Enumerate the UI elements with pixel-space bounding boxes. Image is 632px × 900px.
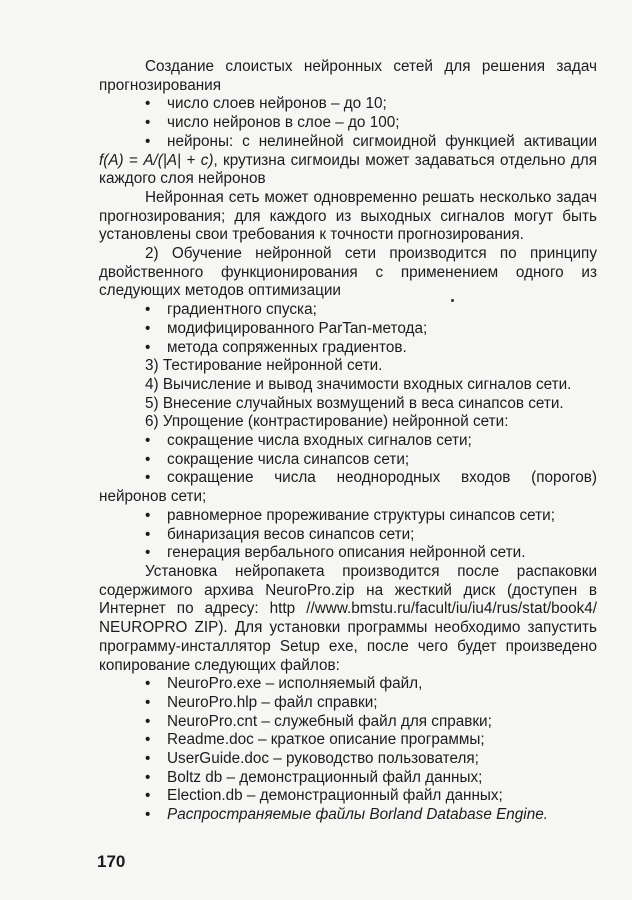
list-item: • число слоев нейронов – до 10;	[145, 95, 387, 113]
list-item: • Распространяемые файлы Borland Database Engine.	[145, 806, 548, 824]
bullet-icon: •	[145, 525, 151, 543]
list-item: • сокращение числа синапсов сети;	[145, 450, 410, 468]
step-5: 5) Внесение случайных возмущений в веса синапсов сети.	[145, 394, 564, 412]
bullet-icon: •	[145, 806, 151, 824]
list-item: • градиентного спуска;	[145, 301, 317, 319]
list-item: • UserGuide.doc – руководство пользователя;	[145, 750, 479, 768]
list-item: • генерация вербального описания нейронной сети.	[145, 544, 526, 562]
list-item: • Readme.doc – краткое описание программы;	[145, 731, 485, 749]
bullet-icon: •	[145, 301, 151, 319]
list-item: • NeuroPro.hlp – файл справки;	[145, 693, 378, 711]
bullet-icon: •	[145, 450, 151, 468]
bullet-icon: •	[145, 544, 151, 562]
bullet-icon: •	[145, 768, 151, 786]
intro-paragraph: Нейронная сеть может одновременно решать несколько задач прогнозирования; для каждого из выходных сигналов могут быть установлены свои требования к точности прогнозирования.	[99, 188, 597, 244]
list-item: • Election.db – демонстрационный файл данных;	[145, 787, 503, 805]
intro-bullet-list	[99, 95, 597, 189]
page-body	[99, 58, 597, 825]
intro-title: Создание слоистых нейронных сетей для решения задач прогнозирования	[99, 58, 597, 94]
bullet-icon: •	[145, 787, 151, 805]
list-item: • бинаризация весов синапсов сети;	[145, 525, 415, 543]
bullet-icon: •	[145, 114, 151, 132]
bullet-icon: •	[145, 319, 151, 337]
bullet-icon: •	[145, 132, 151, 150]
bullet-icon: •	[145, 693, 151, 711]
list-item: • метода сопряженных градиентов.	[145, 338, 407, 356]
list-item: • сокращение числа неоднородных входов (порогов) нейронов сети;	[99, 469, 597, 506]
simplification-list	[99, 432, 597, 563]
list-item: • NeuroPro.cnt – служебный файл для справки;	[145, 712, 492, 730]
scan-speck	[451, 299, 454, 302]
formula-fa: f(A)	[99, 151, 124, 169]
list-item-neurons: • нейроны: с нелинейной сигмоидной функцией активации f(A) = A/(|A| + c), крутизна сигмоиды может задаваться отдельно для каждого слоя нейронов	[99, 132, 597, 188]
bullet-icon: •	[145, 338, 151, 356]
list-item: • равномерное прореживание структуры синапсов сети;	[145, 506, 555, 524]
list-item: • Boltz db – демонстрационный файл данных;	[145, 768, 483, 786]
bullet-icon: •	[145, 432, 151, 450]
installed-files-list	[99, 675, 597, 825]
step-3: 3) Тестирование нейронной сети.	[145, 357, 383, 375]
training-paragraph: 2) Обучение нейронной сети производится по принципу двойственного функционирования с применением одного из следующих методов оптимизации	[99, 245, 597, 300]
bullet-icon: •	[145, 712, 151, 730]
bullet-icon: •	[145, 750, 151, 768]
formula-rhs: A/(|A| + c)	[143, 151, 214, 169]
install-paragraph: Установка нейропакета производится после распаковки содержимого архива NeuroPro.zip на жесткий диск (доступен в Интернет по адресу: http //www.bmstu.ru/facult/iu/iu4/rus/stat/book4/ NEUROPRO ZIP). Для установки программы необходимо запустить программу-инсталлятор Setup exe, после чего будет произведено копирование следующих файлов:	[99, 562, 597, 674]
step-6: 6) Упрощение (контрастирование) нейронной сети:	[145, 413, 509, 431]
bullet-icon: •	[145, 675, 151, 693]
bullet-icon: •	[145, 469, 151, 487]
list-item: • модифицированного ParTan-метода;	[145, 319, 428, 337]
list-item: • число нейронов в слое – до 100;	[145, 114, 400, 132]
page-number: 170	[97, 852, 126, 871]
list-item: • NeuroPro.exe – исполняемый файл,	[145, 675, 423, 693]
list-item: • сокращение числа входных сигналов сети;	[145, 432, 472, 450]
bullet-icon: •	[145, 506, 151, 524]
step-4: 4) Вычисление и вывод значимости входных сигналов сети.	[145, 375, 572, 393]
training-methods-list	[99, 301, 597, 357]
bullet-icon: •	[145, 95, 151, 113]
bullet-icon: •	[145, 731, 151, 749]
